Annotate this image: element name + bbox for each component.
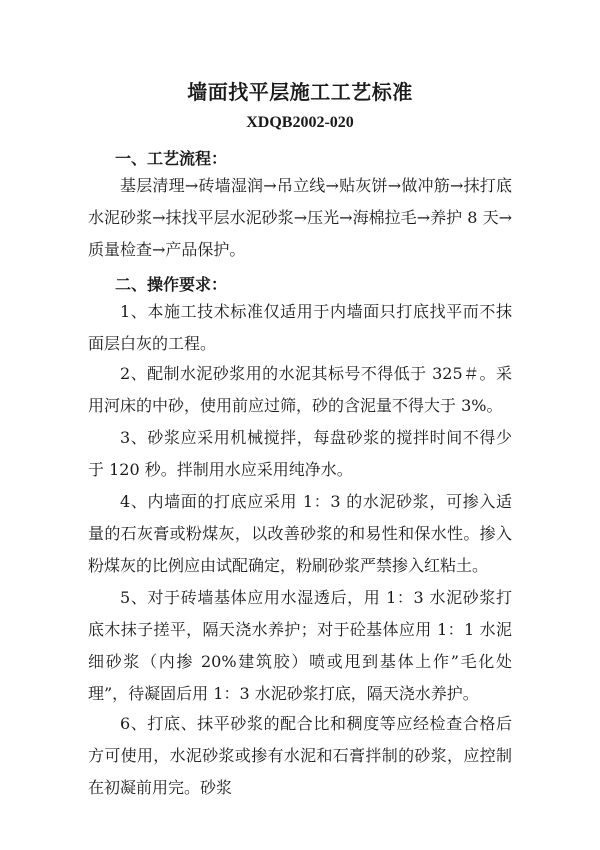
requirement-item-6: 6、打底、抹平砂浆的配合比和稠度等应经检查合格后方可使用，水泥砂浆或掺有水泥和石膏拌制的砂浆，应控制在初凝前用完。砂浆 bbox=[88, 714, 512, 797]
document-code: XDQB2002-020 bbox=[246, 114, 354, 131]
requirement-item-4: 4、内墙面的打底应采用 1：3 的水泥砂浆，可掺入适量的石灰膏或粉煤灰，以改善砂浆的和易性和保水性。掺入粉煤灰的比例应由试配确定，粉刷砂浆严禁掺入红粘土。 bbox=[88, 492, 512, 575]
section-heading-process: 一、工艺流程： bbox=[115, 149, 228, 168]
requirement-item-5: 5、对于砖墙基体应用水湿透后，用 1：3 水泥砂浆打底木抹子搓平，隔天浇水养护；对于砼基体应用 1：1 水泥细砂浆（内掺 20%建筑胶）喷或甩到基体上作”毛化处理”，待凝固后用 1：3 水泥砂浆打底，隔天浇水养护。 bbox=[88, 588, 512, 703]
requirement-item-3: 3、砂浆应采用机械搅拌，每盘砂浆的搅拌时间不得少于 120 秒。拌制用水应采用纯净水。 bbox=[88, 428, 512, 479]
requirement-item-2: 2、配制水泥砂浆用的水泥其标号不得低于 325＃。采用河床的中砂，使用前应过筛，砂的含泥量不得大于 3%。 bbox=[88, 364, 512, 415]
section-heading-requirements: 二、操作要求： bbox=[115, 275, 228, 294]
process-flow-text: 基层清理→砖墙湿润→吊立线→贴灰饼→做冲筋→抹打底水泥砂浆→抹找平层水泥砂浆→压光→海棉拉毛→养护 8 天→质量检查→产品保护。 bbox=[88, 176, 512, 259]
document-title: 墙面找平层施工工艺标准 bbox=[187, 80, 413, 104]
requirement-item-1: 1、本施工技术标准仅适用于内墙面只打底找平而不抹面层白灰的工程。 bbox=[88, 302, 512, 353]
